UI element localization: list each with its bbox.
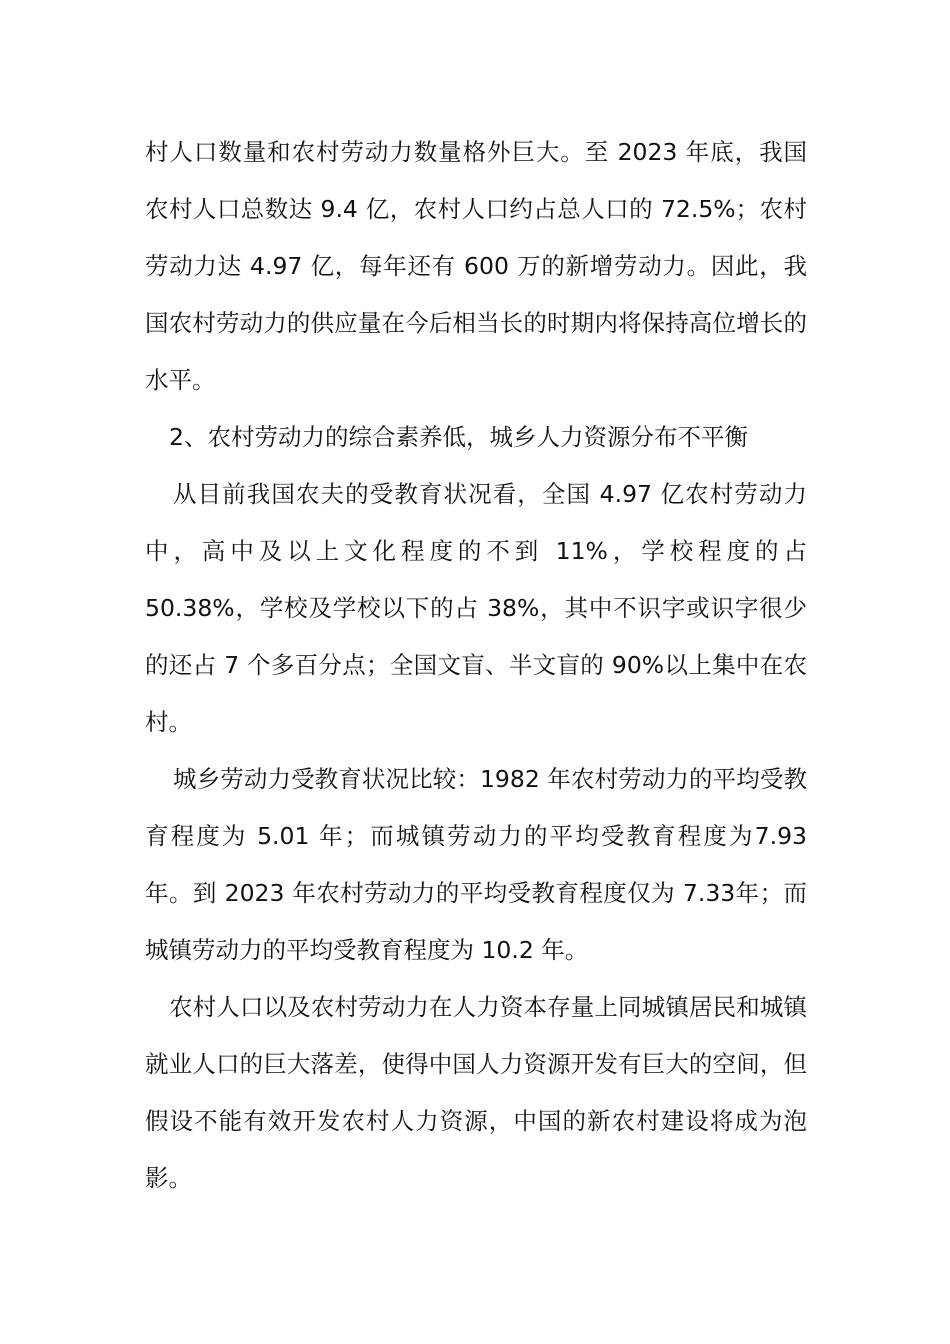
paragraph-rural-population: 村人口数量和农村劳动力数量格外巨大。至 2023 年底，我国农村人口总数达 9.4 亿，农村人口约占总人口的 72.5%；农村劳动力达 4.97 亿，每年还有 600 万的新增劳动力。因此，我国农村劳动力的供应量在今后相当长的时期内将保持高位增长的水平。	[145, 138, 807, 394]
document-body	[145, 124, 807, 1207]
paragraph-education-status: 从目前我国农夫的受教育状况看，全国 4.97 亿农村劳动力中，高中及以上文化程度的不到 11%，学校程度的占50.38%，学校及学校以下的占 38%，其中不识字或识字很少的还占 7 个多百分点；全国文盲、半文盲的 90%以上集中在农村。	[145, 480, 807, 736]
paragraph-human-capital-gap: 农村人口以及农村劳动力在人力资本存量上同城镇居民和城镇就业人口的巨大落差，使得中国人力资源开发有巨大的空间，但假设不能有效开发农村人力资源，中国的新农村建设将成为泡影。	[145, 993, 807, 1192]
paragraph-urban-rural-comparison: 城乡劳动力受教育状况比较：1982 年农村劳动力的平均受教育程度为 5.01 年；而城镇劳动力的平均受教育程度为7.93 年。到 2023 年农村劳动力的平均受教育程度仅为 7.33年；而城镇劳动力的平均受教育程度为 10.2 年。	[145, 765, 807, 964]
section-heading-2: 2、农村劳动力的综合素养低，城乡人力资源分布不平衡	[169, 423, 748, 451]
